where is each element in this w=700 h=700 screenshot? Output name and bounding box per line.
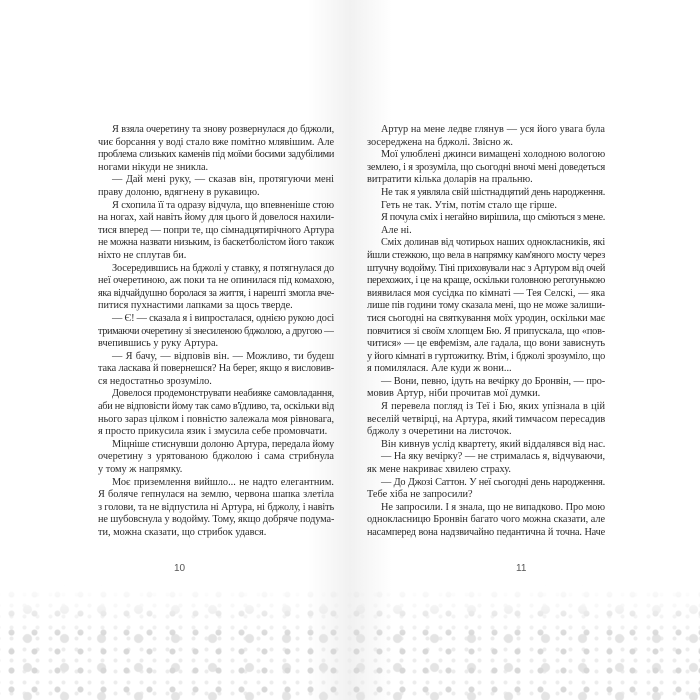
text-line: читися» — це евфемізм, але гадала, що вони зависнуть	[367, 338, 605, 350]
text-line: у його кімнаті в гуртожитку. Втім, і бджолі зрозуміло, що	[367, 350, 605, 362]
text-line: така ласкава й повернешся? На берег, якщо я висловив-	[98, 363, 334, 375]
text-line: у тому ж напрямку.	[98, 464, 183, 476]
left-page-text	[98, 124, 334, 540]
text-line: бджолу з очеретини на листочок.	[367, 426, 512, 438]
text-line: Я перевела погляд із Теї і Бю, яких упізнала в цій	[381, 401, 605, 413]
text-line: Артур на мене ледве глянув — уся його увага була	[381, 124, 605, 135]
text-line: Не запросили. І я знала, що не випадково. Про мою	[381, 501, 605, 513]
text-line: проблема слизьких каменів під моїми босими задубілими	[98, 149, 334, 161]
text-line: тримаючи очеретину зі знесиленою бджолою, а другою —	[98, 325, 334, 337]
text-line: питися пухнастими лапками за щось тверде.	[98, 300, 293, 312]
text-line: я просто прикусила язик і змусила себе промовчати.	[98, 426, 328, 438]
text-line: землею, і я зрозуміла, що сьогодні вночі мені доведеться	[367, 161, 605, 173]
page-number-left: 10	[174, 563, 186, 574]
text-line: не можна назвати низьким, із баскетболістом його також	[98, 237, 334, 249]
text-line: лише пів години тому сказала мені, що не може залиши-	[367, 300, 605, 312]
text-line: — До Джозі Саттон. У неї сьогодні день народження.	[381, 476, 605, 488]
text-line: — Я бачу, — відповів він. — Можливо, ти будеш	[112, 350, 334, 362]
text-line: з голови, та не відпустила ні Артура, ні бджолу, і навіть	[98, 501, 334, 513]
text-line: яка відчайдушно боролася за життя, і нарешті змогла вче-	[98, 287, 334, 299]
text-line: ногами нікуди не зникла.	[98, 161, 209, 173]
text-line: — Є! — сказала я і випросталася, однією рукою досі	[112, 312, 334, 324]
text-line: на ногах, хай навіть йому для цього й довелося нахили-	[98, 212, 334, 224]
text-line: ся недостатньо зрозуміло.	[98, 375, 212, 387]
page-number-right: 11	[516, 563, 527, 574]
text-line: вчепившись у руку Артура.	[98, 338, 219, 350]
snowflake-decoration	[0, 585, 700, 700]
text-line: — На яку вечірку? — не стрималась я, відчуваючи,	[381, 451, 605, 463]
text-line: чиє борсання у воді стало вже помітно млявішим. Але	[98, 136, 334, 148]
text-line: мовив Артур, ніби прочитав мої думки.	[367, 388, 541, 400]
text-line: ніхто не сплутав би.	[98, 249, 187, 261]
text-line: аби не відповісти йому так само в'їдливо, та, оскільки від	[98, 401, 334, 413]
text-line: очеретину з урятованою бджолою і сама стрибнула	[98, 451, 334, 463]
text-line: Зосередившись на бджолі у ставку, я потягнулася до	[112, 262, 334, 274]
text-line: Моє приземлення вийшло... не надто елегантним.	[112, 476, 334, 488]
text-line: Тебе хіба не запросили?	[367, 489, 473, 501]
text-line: Геть не так. Утім, потім стало ще гірше.	[381, 199, 557, 211]
text-line: веселій четвірці, на Артура, який тимчасом пересадив	[367, 413, 605, 425]
text-line: Я схопила її та одразу відчула, що впевненіше стою	[112, 199, 334, 211]
text-line: Мої улюблені джинси вимащені холодною вологою	[381, 149, 605, 161]
text-line: Не так я уявляла свій шістнадцятий день народження.	[381, 186, 605, 198]
text-line: Міцніше стиснувши долоню Артура, передала йому	[112, 438, 334, 450]
text-line: тися вперед — попри те, що сімнадцятирічного Артура	[98, 224, 334, 236]
text-line: не шубовснула у водойму. Тому, якщо добряче подума-	[98, 514, 334, 526]
text-line: перехожих, і це на краще, оскільки головною реготунькою	[367, 275, 605, 287]
text-line: повчитися зі своїм хлопцем Бю. Я припускала, що «пов-	[367, 325, 605, 337]
text-line: ти, можна сказати, що стрибок удався.	[98, 527, 267, 538]
right-page-text	[367, 124, 605, 540]
text-line: зосереджена на бджолі. Звісно ж.	[367, 136, 513, 148]
text-line: Я боляче гепнулася на землю, червона шапка злетіла	[98, 489, 334, 501]
text-line: — Дай мені руку, — сказав він, протягуючи мені	[112, 174, 334, 186]
text-line: штучну водойму. Тіні приховували нас з Артуром від очей	[367, 262, 605, 274]
text-line: Сміх долинав від чотирьох наших однокласників, які	[381, 237, 605, 249]
text-line: виявилася моя сусідка по кімнаті — Тея Селскі, — яка	[367, 287, 605, 299]
text-line: витратити кілька доларів на пральню.	[367, 174, 533, 186]
text-line: — Вони, певно, ідуть на вечірку до Бронвін, — про-	[381, 375, 605, 387]
text-line: Я почула сміх і негайно вирішила, що сміються з мене.	[381, 212, 605, 224]
text-line: неї очеретиною, аж поки та не опинилася під комахою,	[98, 275, 334, 287]
text-line: тися сьогодні на святкування моїх уродин, оскільки має	[367, 312, 605, 324]
text-line: Він кивнув услід квартету, який віддалявся від нас.	[381, 438, 605, 450]
text-line: насамперед вона надзвичайно педантична й точна. Наче	[367, 527, 605, 538]
text-line: Але ні.	[381, 224, 412, 236]
text-line: як мене накриває хвилею страху.	[367, 464, 511, 476]
text-line: Я взяла очеретину та знову розвернулася до бджоли,	[112, 124, 334, 135]
text-line: йшли стежкою, що вела в напрямку кам'яного мосту через	[367, 249, 605, 261]
text-line: Довелося продемонструвати неабияке самовладання,	[112, 388, 334, 400]
text-line: праву долоню, вдягнену в рукавицю.	[98, 186, 260, 198]
text-line: однокласницю Бронвін багато чого можна сказати, але	[367, 514, 605, 526]
text-line: нього зараз цілком і повністю залежала моя рівновага,	[98, 413, 334, 425]
text-line: я помилялася. Але куди ж вони...	[367, 363, 512, 375]
